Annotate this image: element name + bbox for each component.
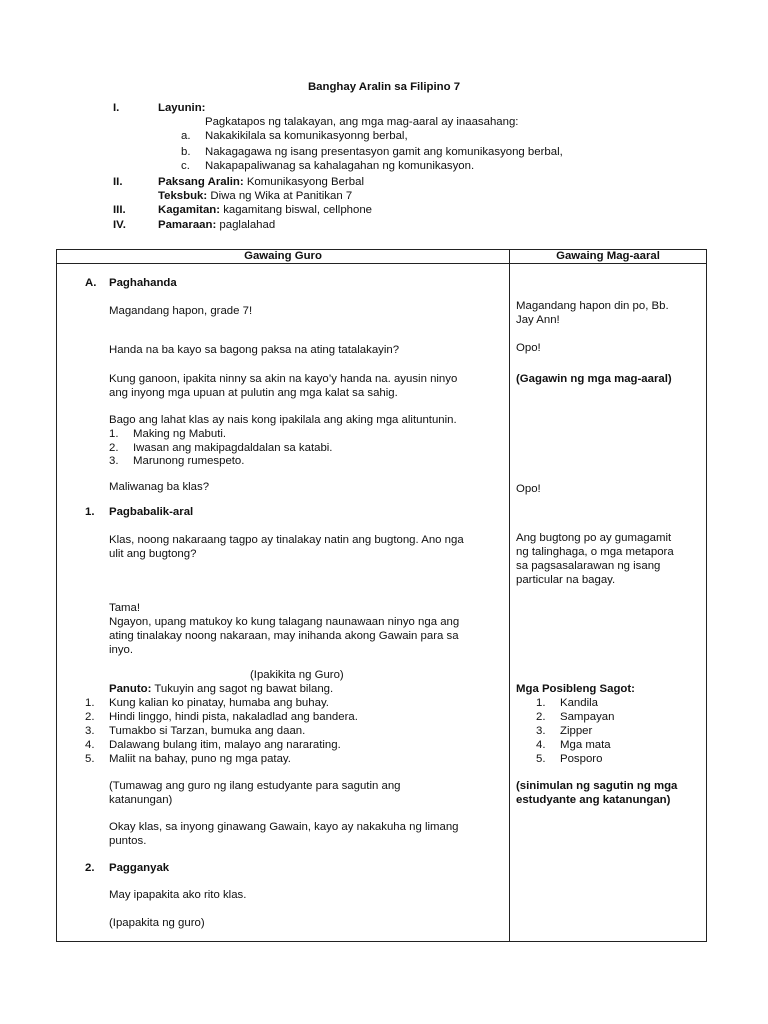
guro-ngayon-3: inyo. (109, 644, 134, 656)
objective-letter: a. (181, 130, 191, 142)
guro-okay-1: Okay klas, sa inyong ginawang Gawain, kayo ay nakakuha ng limang (109, 821, 459, 833)
rule-num: 3. (109, 455, 119, 467)
col-header-magaaral: Gawaing Mag-aaral (510, 250, 707, 264)
guro-greet: Magandang hapon, grade 7! (109, 305, 253, 317)
rule-num: 1. (109, 428, 119, 440)
riddle-text: Maliit na bahay, puno ng mga patay. (109, 753, 291, 765)
outline-num-iii: III. (113, 204, 126, 216)
riddle-num: 3. (85, 725, 95, 737)
objective-text: Nakagagawa ng isang presentasyon gamit ang komunikasyong berbal, (205, 146, 563, 158)
ma-gagawin: (Gagawin ng mga mag-aaral) (516, 373, 672, 385)
outline-label-layunin: Layunin: (158, 102, 206, 114)
guro-bago: Bago ang lahat klas ay nais kong ipakilala ang aking mga alituntunin. (109, 414, 457, 426)
outline-value-paksa: Komunikasyong Berbal (243, 176, 364, 188)
section-2-label: Pagganyak (109, 862, 170, 874)
panuto-label: Panuto: (109, 683, 152, 695)
guro-ipapakita: (Ipapakita ng guro) (109, 917, 205, 929)
guro-klas-1: Klas, noong nakaraang tagpo ay tinalakay natin ang bugtong. Ano nga (109, 534, 464, 546)
riddle-num: 2. (85, 711, 95, 723)
ma-posible: Mga Posibleng Sagot: (516, 683, 635, 695)
ma-greet-2: Jay Ann! (516, 314, 560, 326)
outline-kagamitan (158, 204, 372, 218)
lesson-table (56, 249, 707, 942)
outline-value-kagamitan: kagamitang biswal, cellphone (220, 204, 372, 216)
riddle-text: Kung kalian ko pinatay, humaba ang buhay. (109, 697, 329, 709)
guro-klas-2: ulit ang bugtong? (109, 548, 197, 560)
rule-text: Making ng Mabuti. (133, 428, 227, 440)
ma-bugtong-3: sa pagsasalarawan ng isang (516, 560, 661, 572)
guro-ipakikita: (Ipakikita ng Guro) (250, 669, 344, 681)
outline-pamaraan (158, 219, 275, 233)
guro-panuto (109, 683, 333, 697)
riddle-text: Hindi linggo, hindi pista, nakaladlad ang bandera. (109, 711, 358, 723)
answer-text: Mga mata (560, 739, 611, 751)
answer-text: Posporo (560, 753, 603, 765)
outline-label-paksa: Paksang Aralin: (158, 176, 244, 188)
ma-bugtong-1: Ang bugtong po ay gumagamit (516, 532, 672, 544)
section-1-num: 1. (85, 506, 95, 518)
guro-kung-1: Kung ganoon, ipakita ninny sa akin na kayo’y handa na. ayusin ninyo (109, 373, 458, 385)
guro-ngayon-1: Ngayon, upang matukoy ko kung talagang naunawaan ninyo nga ang (109, 616, 460, 628)
riddle-num: 4. (85, 739, 95, 751)
guro-okay-2: puntos. (109, 835, 147, 847)
ma-bugtong-4: particular na bagay. (516, 574, 616, 586)
answer-num: 1. (536, 697, 546, 709)
magaaral-cell (510, 264, 707, 942)
outline-label-kagamitan: Kagamitan: (158, 204, 221, 216)
col-header-guro: Gawaing Guro (57, 250, 510, 264)
outline-label-pamaraan: Pamaraan: (158, 219, 217, 231)
answer-num: 5. (536, 753, 546, 765)
answer-text: Kandila (560, 697, 598, 709)
guro-may: May ipapakita ako rito klas. (109, 889, 247, 901)
answer-num: 2. (536, 711, 546, 723)
section-a-num: A. (85, 277, 97, 289)
rule-text: Iwasan ang makipagdaldalan sa katabi. (133, 442, 333, 454)
ma-opo-2: Opo! (516, 483, 541, 495)
table-body-row (57, 264, 707, 942)
guro-tama: Tama! (109, 602, 141, 614)
riddle-text: Tumakbo si Tarzan, bumuka ang daan. (109, 725, 306, 737)
objectives-intro: Pagkatapos ng talakayan, ang mga mag-aaral ay inaasahang: (205, 116, 519, 128)
guro-cell (57, 264, 510, 942)
answer-num: 4. (536, 739, 546, 751)
section-2-num: 2. (85, 862, 95, 874)
guro-ready: Handa na ba kayo sa bagong paksa na ating tatalakayin? (109, 344, 400, 356)
outline-paksa (158, 176, 364, 190)
panuto-text: Tukuyin ang sagot ng bawat bilang. (151, 683, 334, 695)
outline-num-i: I. (113, 102, 120, 114)
ma-bugtong-2: ng talinghaga, o mga metapora (516, 546, 674, 558)
riddle-num: 5. (85, 753, 95, 765)
outline-num-iv: IV. (113, 219, 126, 231)
rule-text: Marunong rumespeto. (133, 455, 245, 467)
section-a-label: Paghahanda (109, 277, 177, 289)
guro-tumawag-1: (Tumawag ang guro ng ilang estudyante para sagutin ang (109, 780, 401, 792)
outline-num-ii: II. (113, 176, 123, 188)
rule-num: 2. (109, 442, 119, 454)
outline-value-pamaraan: paglalahad (216, 219, 276, 231)
objective-text: Nakakikilala sa komunikasyonng berbal, (205, 130, 408, 142)
ma-simulan-2: estudyante ang katanungan) (516, 794, 671, 806)
ma-simulan-1: (sinimulan ng sagutin ng mga (516, 780, 678, 792)
guro-tumawag-2: katanungan) (109, 794, 173, 806)
answer-text: Sampayan (560, 711, 615, 723)
guro-maliwanag: Maliwanag ba klas? (109, 481, 210, 493)
outline-teksbuk (158, 190, 352, 204)
riddle-text: Dalawang bulang itim, malayo ang nararating. (109, 739, 341, 751)
guro-kung-2: ang inyong mga upuan at pulutin ang mga kalat sa sahig. (109, 387, 398, 399)
objective-letter: b. (181, 146, 191, 158)
outline-value-teksbuk: Diwa ng Wika at Panitikan 7 (207, 190, 353, 202)
answer-text: Zipper (560, 725, 593, 737)
outline-label-teksbuk: Teksbuk: (158, 190, 208, 202)
ma-greet-1: Magandang hapon din po, Bb. (516, 300, 669, 312)
riddle-num: 1. (85, 697, 95, 709)
table-header-row (57, 250, 707, 264)
ma-opo-1: Opo! (516, 342, 541, 354)
section-1-label: Pagbabalik-aral (109, 506, 194, 518)
objective-letter: c. (181, 160, 190, 172)
answer-num: 3. (536, 725, 546, 737)
objective-text: Nakapapaliwanag sa kahalagahan ng komunikasyon. (205, 160, 475, 172)
guro-ngayon-2: ating tinalakay noong nakaraan, may inihanda akong Gawain para sa (109, 630, 459, 642)
page-title: Banghay Aralin sa Filipino 7 (307, 81, 461, 93)
